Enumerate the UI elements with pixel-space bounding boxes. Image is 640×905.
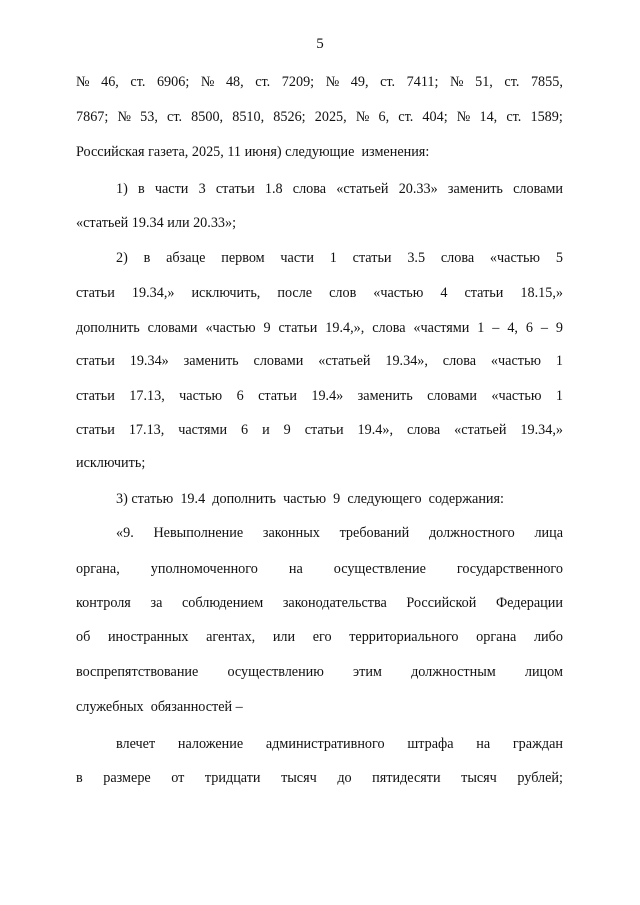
- document-line: служебных обязанностей –: [76, 699, 243, 715]
- word: 19.4,»,: [325, 320, 365, 336]
- word: частями: [178, 422, 228, 438]
- word: 1: [555, 388, 563, 404]
- word: 19.34,»: [520, 422, 563, 438]
- word: 4,: [507, 320, 518, 336]
- word: 6,: [378, 109, 390, 125]
- word: слова: [406, 422, 441, 438]
- word: требований: [339, 525, 410, 541]
- word: 7855,: [530, 74, 563, 90]
- word: контроля: [76, 595, 131, 611]
- word: «частью: [489, 250, 541, 266]
- word: 1): [116, 181, 128, 197]
- word: «статьей: [318, 353, 371, 369]
- word: размере: [103, 770, 151, 786]
- word: исключить,: [191, 285, 261, 301]
- word: 7867;: [76, 109, 109, 125]
- word: иностранных: [107, 629, 189, 645]
- word: 6: [525, 320, 533, 336]
- document-line: [76, 664, 563, 681]
- word: статьи: [76, 422, 115, 438]
- document-line: [116, 250, 563, 267]
- word: 2025,: [314, 109, 347, 125]
- word: территориального: [349, 629, 459, 645]
- word: ст.: [504, 74, 520, 90]
- word: 8526;: [273, 109, 306, 125]
- word: 1: [329, 250, 337, 266]
- word: статьи: [76, 388, 115, 404]
- word: государственного: [456, 561, 563, 577]
- word: тридцати: [204, 770, 261, 786]
- word: «частью: [205, 320, 256, 336]
- word: 48,: [225, 74, 244, 90]
- word: «частью: [490, 353, 542, 369]
- word: первом: [221, 250, 265, 266]
- word: должностным: [411, 664, 496, 680]
- word: осуществление: [333, 561, 426, 577]
- word: статьи: [215, 181, 255, 197]
- word: в: [76, 770, 83, 786]
- word: 9: [555, 320, 563, 336]
- word: 5: [555, 250, 563, 266]
- word: 6: [241, 422, 249, 438]
- word: «частью: [373, 285, 424, 301]
- word: наложение: [177, 736, 244, 752]
- document-line: [116, 181, 563, 198]
- document-line: [76, 353, 563, 370]
- document-line: [76, 595, 563, 612]
- word: до: [337, 770, 352, 786]
- word: его: [312, 629, 332, 645]
- word: 9: [283, 422, 291, 438]
- word: 19.4»,: [357, 422, 393, 438]
- word: статьи: [464, 285, 504, 301]
- word: лицом: [524, 664, 563, 680]
- word: слов: [329, 285, 357, 301]
- word: части: [154, 181, 189, 197]
- word: тысяч: [461, 770, 497, 786]
- word: лица: [534, 525, 563, 541]
- word: 53,: [140, 109, 158, 125]
- word: 1: [555, 353, 563, 369]
- word: 19.34»: [129, 353, 169, 369]
- word: соблюдением: [182, 595, 264, 611]
- word: слова: [440, 250, 475, 266]
- word: влечет: [116, 736, 156, 752]
- word: 404;: [422, 109, 448, 125]
- word: статьи: [304, 422, 344, 438]
- word: частью: [179, 388, 223, 404]
- word: 9: [263, 320, 271, 336]
- word: ст.: [167, 109, 183, 125]
- document-line: [116, 736, 563, 753]
- word: 14,: [479, 109, 498, 125]
- word: 46,: [101, 74, 119, 90]
- word: статьи: [352, 250, 392, 266]
- word: 19.34,»: [131, 285, 175, 301]
- word: словами: [147, 320, 198, 336]
- word: тысяч: [281, 770, 317, 786]
- word: №: [117, 109, 132, 125]
- word: либо: [533, 629, 563, 645]
- word: «частями: [413, 320, 470, 336]
- word: ст.: [506, 109, 522, 125]
- word: в: [138, 181, 145, 197]
- document-line: [76, 109, 563, 126]
- word: 49,: [350, 74, 369, 90]
- word: «частью: [491, 388, 542, 404]
- word: 1589;: [530, 109, 563, 125]
- word: и: [262, 422, 270, 438]
- word: 18.15,»: [520, 285, 563, 301]
- word: 6: [236, 388, 244, 404]
- word: 19.4»: [311, 388, 344, 404]
- word: абзаце: [166, 250, 206, 266]
- word: законных: [262, 525, 320, 541]
- document-line: 3) статью 19.4 дополнить частью 9 следующего содержания:: [116, 491, 504, 507]
- document-line: [76, 561, 563, 578]
- word: словами: [253, 353, 304, 369]
- word: или: [272, 629, 296, 645]
- word: за: [150, 595, 163, 611]
- word: должностного: [428, 525, 515, 541]
- word: слова: [442, 353, 477, 369]
- word: об: [76, 629, 91, 645]
- word: словами: [427, 388, 477, 404]
- word: 6906;: [156, 74, 190, 90]
- word: 3.5: [407, 250, 426, 266]
- word: «статьей: [454, 422, 507, 438]
- word: 8500,: [191, 109, 224, 125]
- word: статьи: [76, 353, 115, 369]
- word: статьи: [76, 285, 115, 301]
- word: ст.: [130, 74, 146, 90]
- document-line: [76, 770, 563, 787]
- word: Невыполнение: [153, 525, 244, 541]
- word: слова: [292, 181, 327, 197]
- word: заменить: [183, 353, 239, 369]
- word: 1: [477, 320, 485, 336]
- word: граждан: [512, 736, 563, 752]
- word: ст.: [398, 109, 414, 125]
- word: 4: [440, 285, 448, 301]
- word: ст.: [255, 74, 271, 90]
- word: 7209;: [281, 74, 315, 90]
- word: 3: [198, 181, 206, 197]
- word: №: [200, 74, 215, 90]
- word: 20.33»: [398, 181, 438, 197]
- word: «статьей: [336, 181, 389, 197]
- document-line: [76, 285, 563, 302]
- word: штрафа: [407, 736, 454, 752]
- word: 19.34»,: [385, 353, 428, 369]
- word: рублей;: [517, 770, 563, 786]
- word: дополнить: [76, 320, 140, 336]
- word: административного: [265, 736, 385, 752]
- word: на: [288, 561, 303, 577]
- word: этим: [353, 664, 382, 680]
- word: слова: [372, 320, 406, 336]
- document-line: [76, 74, 563, 91]
- word: от: [171, 770, 185, 786]
- word: после: [277, 285, 313, 301]
- word: части: [280, 250, 314, 266]
- word: пятидесяти: [372, 770, 441, 786]
- word: 7411;: [406, 74, 439, 90]
- word: 2): [116, 250, 128, 266]
- word: словами: [513, 181, 563, 197]
- word: –: [540, 320, 548, 336]
- word: органа,: [76, 561, 120, 577]
- word: законодательства: [282, 595, 387, 611]
- word: Российской: [406, 595, 477, 611]
- word: на: [476, 736, 491, 752]
- word: №: [76, 74, 90, 90]
- word: статьи: [258, 388, 297, 404]
- word: –: [492, 320, 500, 336]
- document-line: [116, 525, 563, 542]
- word: №: [355, 109, 370, 125]
- word: агентах,: [206, 629, 256, 645]
- word: заменить: [447, 181, 503, 197]
- document-line: [76, 388, 563, 405]
- word: ст.: [380, 74, 396, 90]
- word: 51,: [475, 74, 493, 90]
- word: №: [325, 74, 340, 90]
- word: 1.8: [264, 181, 283, 197]
- word: 17.13,: [129, 388, 165, 404]
- word: осуществлению: [227, 664, 324, 680]
- word: воспрепятствование: [76, 664, 199, 680]
- word: «9.: [116, 525, 134, 541]
- word: 8510,: [232, 109, 265, 125]
- document-line: «статьей 19.34 или 20.33»;: [76, 215, 237, 231]
- word: заменить: [357, 388, 413, 404]
- document-line: [76, 320, 563, 337]
- word: органа: [476, 629, 517, 645]
- word: 17.13,: [128, 422, 165, 438]
- word: статьи: [278, 320, 318, 336]
- page-number: 5: [316, 36, 324, 52]
- document-line: [76, 629, 563, 646]
- document-line: [76, 422, 563, 439]
- word: уполномоченного: [150, 561, 258, 577]
- word: в: [143, 250, 151, 266]
- document-line: Российская газета, 2025, 11 июня) следующие изменения:: [76, 144, 430, 160]
- word: №: [456, 109, 471, 125]
- word: №: [450, 74, 464, 90]
- word: Федерации: [495, 595, 563, 611]
- document-line: исключить;: [76, 455, 146, 471]
